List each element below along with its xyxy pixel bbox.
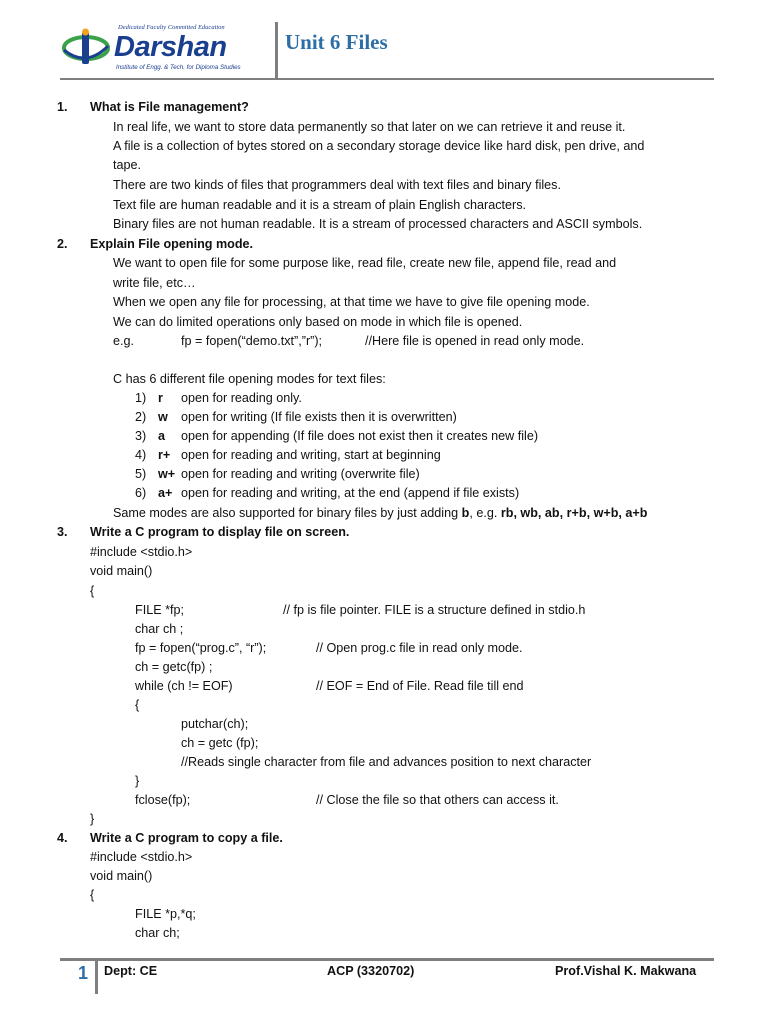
mode-code: r+ xyxy=(158,448,171,462)
code-line: fclose(fp); xyxy=(135,793,191,807)
mode-description: open for appending (If file does not exist then it creates new file) xyxy=(181,429,539,443)
mode-description: open for reading and writing, at the end (append if file exists) xyxy=(181,486,520,500)
mode-description: open for reading only. xyxy=(181,391,302,405)
q1-line: Binary files are not human readable. It is a stream of processed characters and ASCII symbols. xyxy=(113,217,643,231)
binary-modes-note: Same modes are also supported for binary files by just adding b, e.g. rb, wb, ab, r+b, w+b, a+b xyxy=(113,506,648,520)
mode-code: w xyxy=(158,410,168,424)
mode-number: 4) xyxy=(135,448,147,462)
code-line: char ch; xyxy=(135,926,180,940)
question-4-number: 4. xyxy=(57,831,68,845)
logo-tagline: Dedicated Faculty Committed Education xyxy=(118,24,225,31)
code-line: ch = getc (fp); xyxy=(181,736,259,750)
q2-line: When we open any file for processing, at that time we have to give file opening mode. xyxy=(113,295,590,309)
code-line: while (ch != EOF) xyxy=(135,679,233,693)
q2-line: write file, etc… xyxy=(113,276,196,290)
question-3-title: Write a C program to display file on screen. xyxy=(90,525,350,539)
mode-description: open for writing (If file exists then it is overwritten) xyxy=(181,410,457,424)
question-1-title: What is File management? xyxy=(90,100,249,114)
code-line: { xyxy=(90,888,95,902)
code-line: FILE *fp; xyxy=(135,603,184,617)
code-comment: //Reads single character from file and advances position to next character xyxy=(181,755,592,769)
example-label: e.g. xyxy=(113,334,135,348)
mode-code: w+ xyxy=(158,467,176,481)
q1-line: tape. xyxy=(113,158,142,172)
code-line: #include <stdio.h> xyxy=(90,545,193,559)
code-line: } xyxy=(90,812,95,826)
code-line: ch = getc(fp) ; xyxy=(135,660,213,674)
footer-course: ACP (3320702) xyxy=(327,964,415,978)
question-4-title: Write a C program to copy a file. xyxy=(90,831,283,845)
example-comment: //Here file is opened in read only mode. xyxy=(365,334,585,348)
q2-line: We want to open file for some purpose like, read file, create new file, append file, read and xyxy=(113,256,617,270)
mode-number: 6) xyxy=(135,486,147,500)
q2-line: We can do limited operations only based on mode in which file is opened. xyxy=(113,315,523,329)
mode-number: 1) xyxy=(135,391,147,405)
q1-line: Text file are human readable and it is a stream of plain English characters. xyxy=(113,198,527,212)
logo-emblem-icon xyxy=(60,28,114,68)
code-line: { xyxy=(90,584,95,598)
question-1-number: 1. xyxy=(57,100,68,114)
page-number: 1 xyxy=(78,963,89,983)
mode-description: open for reading and writing, start at beginning xyxy=(181,448,441,462)
code-comment: // Close the file so that others can access it. xyxy=(316,793,559,807)
footer-dept: Dept: CE xyxy=(104,964,158,978)
page-title: Unit 6 Files xyxy=(285,30,388,54)
example-code: fp = fopen(“demo.txt”,”r”); xyxy=(181,334,323,348)
footer-author: Prof.Vishal K. Makwana xyxy=(555,964,697,978)
footer-rule xyxy=(60,958,714,961)
code-line: #include <stdio.h> xyxy=(90,850,193,864)
footer-divider xyxy=(95,958,98,994)
mode-number: 2) xyxy=(135,410,147,424)
mode-code: r xyxy=(158,391,163,405)
question-2-title: Explain File opening mode. xyxy=(90,237,254,251)
code-line: putchar(ch); xyxy=(181,717,249,731)
q1-line: A file is a collection of bytes stored on a secondary storage device like hard disk, pen drive, and xyxy=(113,139,645,153)
logo-subtitle: Institute of Engg. & Tech. for Diploma Studies xyxy=(116,64,241,71)
question-2-number: 2. xyxy=(57,237,68,251)
header-rule xyxy=(60,78,714,80)
mode-number: 3) xyxy=(135,429,147,443)
code-line: void main() xyxy=(90,869,153,883)
code-line: fp = fopen(“prog.c”, “r”); xyxy=(135,641,267,655)
institute-logo xyxy=(60,22,246,72)
mode-number: 5) xyxy=(135,467,147,481)
code-comment: // EOF = End of File. Read file till end xyxy=(316,679,524,693)
logo-name: Darshan xyxy=(114,31,227,63)
q1-line: In real life, we want to store data permanently so that later on we can retrieve it and reuse it. xyxy=(113,120,626,134)
code-line: FILE *p,*q; xyxy=(135,907,196,921)
code-comment: // Open prog.c file in read only mode. xyxy=(316,641,523,655)
code-comment: // fp is file pointer. FILE is a structure defined in stdio.h xyxy=(283,603,586,617)
code-line: char ch ; xyxy=(135,622,184,636)
header-divider xyxy=(275,22,278,78)
question-3-number: 3. xyxy=(57,525,68,539)
mode-code: a xyxy=(158,429,166,443)
mode-code: a+ xyxy=(158,486,173,500)
code-line: void main() xyxy=(90,564,153,578)
q1-line: There are two kinds of files that programmers deal with text files and binary files. xyxy=(113,178,561,192)
code-line: { xyxy=(135,698,140,712)
mode-description: open for reading and writing (overwrite file) xyxy=(181,467,420,481)
modes-intro: C has 6 different file opening modes for text files: xyxy=(113,372,386,386)
code-line: } xyxy=(135,774,140,788)
